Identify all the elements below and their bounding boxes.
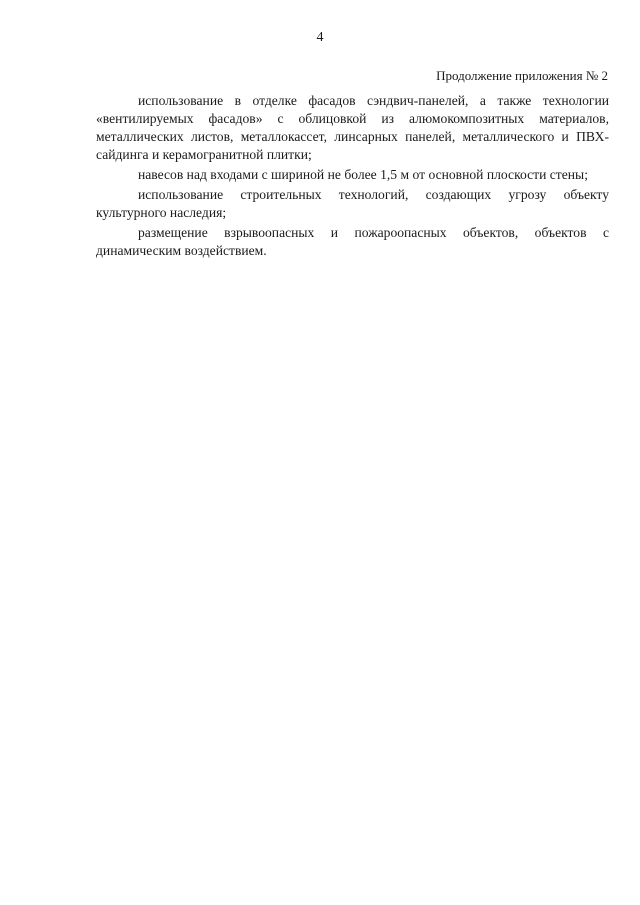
paragraph-construction-technologies: использование строительных технологий, создающих угрозу объекту культурного наследия;: [96, 187, 609, 220]
paragraph-facade-materials: использование в отделке фасадов сэндвич-панелей, а также технологии «вентилируемых фасадов» с облицовкой из алюмокомпозитных материалов, металлических листов, металлокассет, линсарных панелей, металлического и ПВХ-сайдинга и керамогранитной плитки;: [96, 93, 609, 162]
paragraph-entrance-canopies: навесов над входами с шириной не более 1,5 м от основной плоскости стены;: [138, 167, 588, 182]
paragraph-hazardous-objects: размещение взрывоопасных и пожароопасных объектов, объектов с динамическим воздействием.: [96, 225, 609, 258]
body-text: [96, 92, 609, 262]
page-number: 4: [316, 30, 324, 45]
annex-header: Продолжение приложения № 2: [436, 68, 608, 83]
